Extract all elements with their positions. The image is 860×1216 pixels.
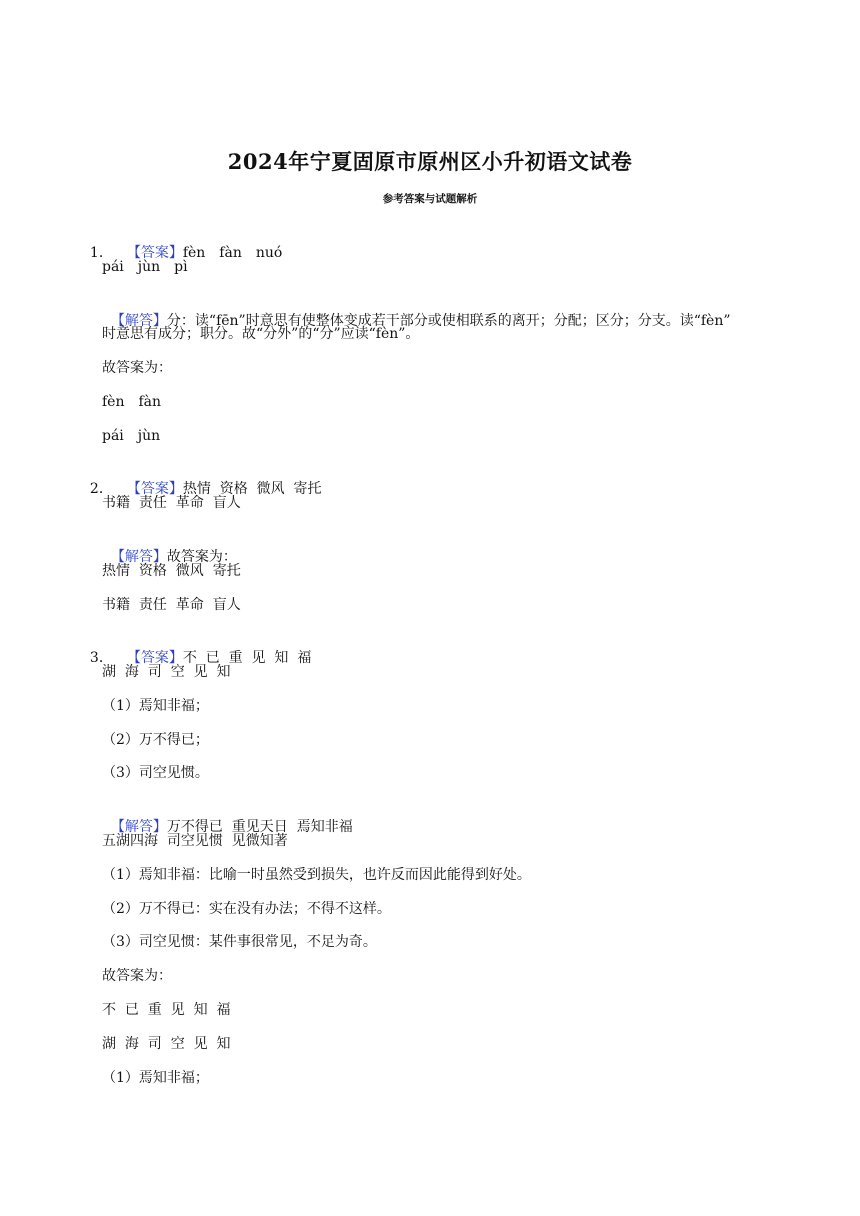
answer-tag: 【答案】 — [126, 481, 183, 497]
q3-answer-item1: （1）焉知非福； — [102, 698, 209, 714]
q2-answer-line2: 书籍 责任 革命 盲人 — [102, 495, 241, 511]
q1-final-line1: fèn fàn — [102, 394, 162, 410]
q3-number: 3． — [89, 650, 113, 666]
q1-conclusion: 故答案为： — [102, 360, 172, 376]
analysis-tag: 【解答】 — [110, 549, 167, 565]
q2-number: 2． — [89, 481, 113, 497]
q3-analysis-item3: （3）司空见惯：某件事很常见，不足为奇。 — [102, 934, 377, 950]
q1-analysis-line2: 时意思有成分；职分。故“分外”的“分”应读“fèn”。 — [102, 326, 420, 342]
q3-answer-item3: （3）司空见惯。 — [102, 765, 209, 781]
q1-final-line2: pái jùn — [102, 428, 161, 444]
q3-answer-line2: 湖 海 司 空 见 知 — [102, 664, 231, 680]
analysis-tag: 【解答】 — [110, 819, 167, 835]
q1-analysis-line1: 分：读“fēn”时意思有使整体变成若干部分或使相联系的离开；分配；区分；分支。读“fèn” — [166, 313, 731, 329]
q3-analysis-line2: 五湖四海 司空见惯 见微知著 — [102, 833, 288, 849]
q3-conclusion: 故答案为： — [102, 968, 172, 984]
q3-final-item1: （1）焉知非福； — [102, 1070, 209, 1086]
answer-tag: 【答案】 — [126, 650, 183, 666]
q3-final-line1: 不 已 重 见 知 福 — [102, 1002, 231, 1018]
analysis-tag: 【解答】 — [110, 313, 167, 329]
q3-final-line2: 湖 海 司 空 见 知 — [102, 1036, 231, 1052]
q3-analysis-item2: （2）万不得已：实在没有办法；不得不这样。 — [102, 901, 391, 917]
q2-analysis-line1: 故答案为： — [166, 549, 237, 565]
q3-answer-line1: 不 已 重 见 知 福 — [182, 650, 312, 666]
q2-final-line2: 书籍 责任 革命 盲人 — [102, 597, 241, 613]
page-subtitle: 参考答案与试题解析 — [382, 193, 478, 205]
page-title: 2024年宁夏固原市原州区小升初语文试卷 — [227, 149, 633, 174]
answer-tag: 【答案】 — [126, 245, 183, 261]
q3-analysis-line1: 万不得已 重见天日 焉知非福 — [166, 819, 353, 835]
q1-answer-line2: pái jùn pì — [102, 259, 188, 275]
q1-number: 1． — [89, 245, 113, 261]
q2-answer-line1: 热情 资格 微风 寄托 — [182, 481, 322, 497]
q3-analysis-item1: （1）焉知非福：比喻一时虽然受到损失，也许反而因此能得到好处。 — [102, 867, 531, 883]
q2-final-line1: 热情 资格 微风 寄托 — [102, 563, 241, 579]
q3-answer-item2: （2）万不得已； — [102, 732, 209, 748]
q1-answer-line1: fèn fàn nuó — [182, 245, 283, 261]
